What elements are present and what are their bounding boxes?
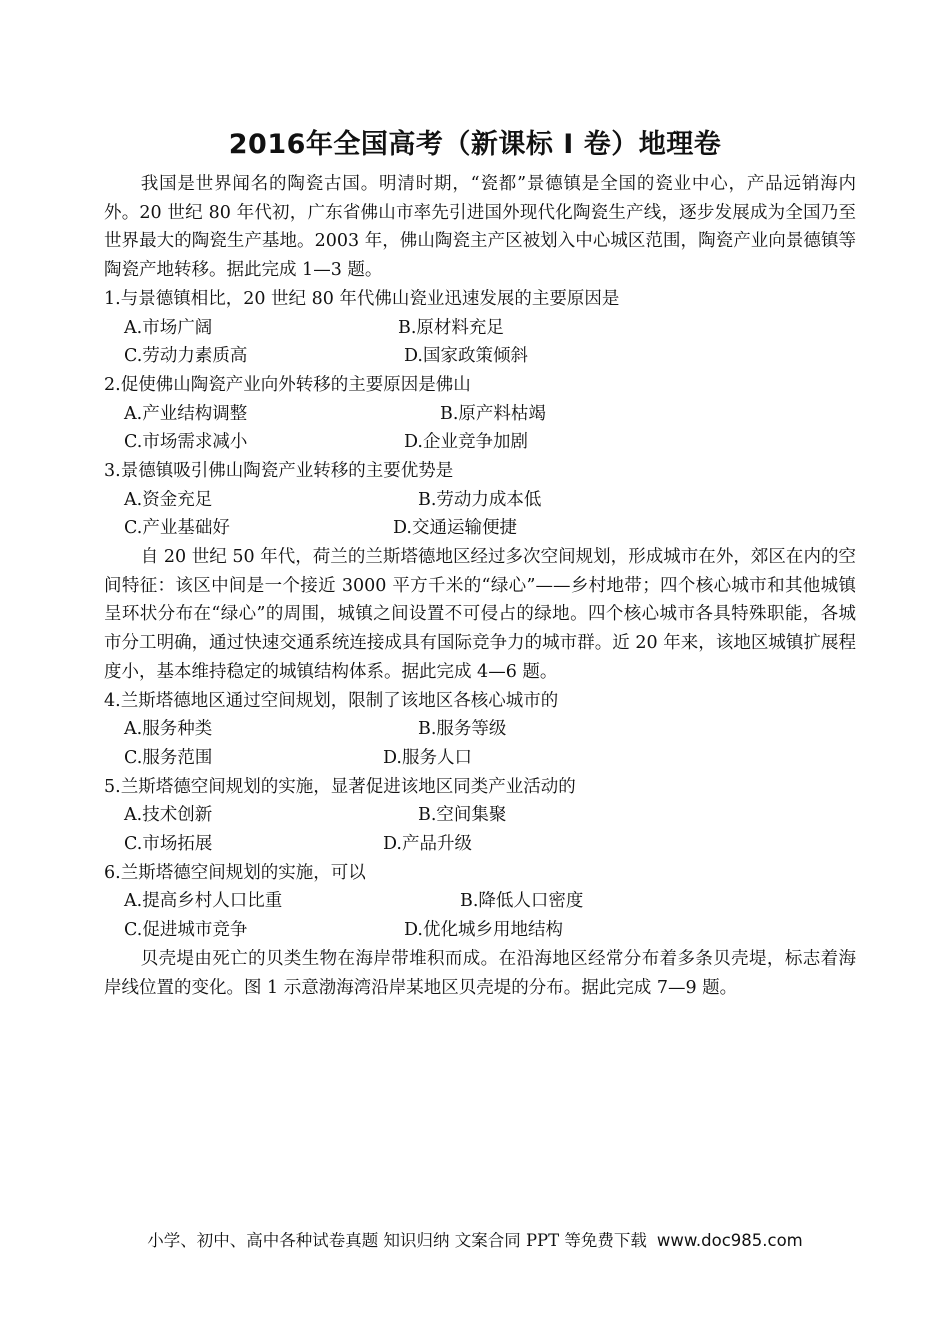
question-3-option-b: B.劳动力成本低 xyxy=(418,489,542,510)
question-4-option-c: C.服务范围 xyxy=(124,747,213,768)
question-5-stem: 5.兰斯塔德空间规划的实施，显著促进该地区同类产业活动的 xyxy=(104,776,576,797)
question-1-option-a: A.市场广阔 xyxy=(124,317,213,338)
question-3-options-row-1 xyxy=(104,486,856,515)
question-2-option-b: B.原产料枯竭 xyxy=(440,403,546,424)
question-1-option-d: D.国家政策倾斜 xyxy=(404,346,528,367)
question-2-stem: 2.促使佛山陶瓷产业向外转移的主要原因是佛山 xyxy=(104,374,471,395)
question-6-option-c: C.促进城市竞争 xyxy=(124,920,248,941)
question-5-option-b: B.空间集聚 xyxy=(418,805,507,826)
question-3-option-c: C.产业基础好 xyxy=(124,518,230,539)
exam-content xyxy=(104,170,856,1002)
question-3-stem: 3.景德镇吸引佛山陶瓷产业转移的主要优势是 xyxy=(104,460,454,481)
passage-3: 贝壳堤由死亡的贝类生物在海岸带堆积而成。在沿海地区经常分布着多条贝壳堤，标志着海岸线位置的变化。图 1 示意渤海湾沿岸某地区贝壳堤的分布。据此完成 7—9 题。 xyxy=(104,948,856,998)
question-4-option-d: D.服务人口 xyxy=(383,747,472,768)
question-6-option-a: A.提高乡村人口比重 xyxy=(124,891,283,912)
question-5-option-c: C.市场拓展 xyxy=(124,834,213,855)
page-footer xyxy=(0,1227,950,1251)
question-3-option-d: D.交通运输便捷 xyxy=(393,518,517,539)
question-2-option-d: D.企业竞争加剧 xyxy=(404,432,528,453)
question-1-option-c: C.劳动力素质高 xyxy=(124,346,248,367)
footer-url: www.doc985.com xyxy=(656,1231,803,1250)
passage-1: 我国是世界闻名的陶瓷古国。明清时期，“瓷都”景德镇是全国的瓷业中心，产品远销海内外。20 世纪 80 年代初，广东省佛山市率先引进国外现代化陶瓷生产线，逐步发展成为全国乃至世界最大的陶瓷生产基地。2003 年，佛山陶瓷主产区被划入中心城区范围，陶瓷产业向景德镇等陶瓷产地转移。据此完成 1—3 题。 xyxy=(104,174,856,281)
question-4-options-row-2 xyxy=(104,744,856,773)
question-5-option-d: D.产品升级 xyxy=(383,834,472,855)
question-2-option-a: A.产业结构调整 xyxy=(124,403,248,424)
question-3-option-a: A.资金充足 xyxy=(124,489,213,510)
passage-2: 自 20 世纪 50 年代，荷兰的兰斯塔德地区经过多次空间规划，形成城市在外，郊区在内的空间特征：该区中间是一个接近 3000 平方千米的“绿心”——乡村地带；四个核心城市和其他城镇呈环状分布在“绿心”的周围，城镇之间设置不可侵占的绿地。四个核心城市各具特殊职能，各城市分工明确，通过快速交通系统连接成具有国际竞争力的城市群。近 20 年来，该地区城镇扩展程度小，基本维持稳定的城镇结构体系。据此完成 4—6 题。 xyxy=(104,547,856,682)
question-6-options-row-1 xyxy=(104,887,856,916)
question-5-options-row-1 xyxy=(104,801,856,830)
question-1-option-b: B.原材料充足 xyxy=(398,317,504,338)
question-2-option-c: C.市场需求减小 xyxy=(124,432,248,453)
question-2-options-row-2 xyxy=(104,428,856,457)
question-1-options-row-2 xyxy=(104,342,856,371)
question-1-options-row-1 xyxy=(104,314,856,343)
question-6-option-d: D.优化城乡用地结构 xyxy=(404,920,563,941)
question-6-options-row-2 xyxy=(104,916,856,945)
question-3-options-row-2 xyxy=(104,514,856,543)
question-4-options-row-1 xyxy=(104,715,856,744)
question-4-stem: 4.兰斯塔德地区通过空间规划，限制了该地区各核心城市的 xyxy=(104,690,559,711)
question-6-option-b: B.降低人口密度 xyxy=(460,891,584,912)
question-6-stem: 6.兰斯塔德空间规划的实施，可以 xyxy=(104,862,366,883)
question-5-option-a: A.技术创新 xyxy=(124,805,213,826)
footer-text: 小学、初中、高中各种试卷真题 知识归纳 文案合同 PPT 等免费下载 xyxy=(147,1231,647,1250)
question-5-options-row-2 xyxy=(104,830,856,859)
question-4-option-b: B.服务等级 xyxy=(418,719,507,740)
question-2-options-row-1 xyxy=(104,400,856,429)
question-4-option-a: A.服务种类 xyxy=(124,719,213,740)
question-1-stem: 1.与景德镇相比，20 世纪 80 年代佛山瓷业迅速发展的主要原因是 xyxy=(104,288,620,309)
page-title: 2016年全国高考（新课标 I 卷）地理卷 xyxy=(228,129,722,160)
